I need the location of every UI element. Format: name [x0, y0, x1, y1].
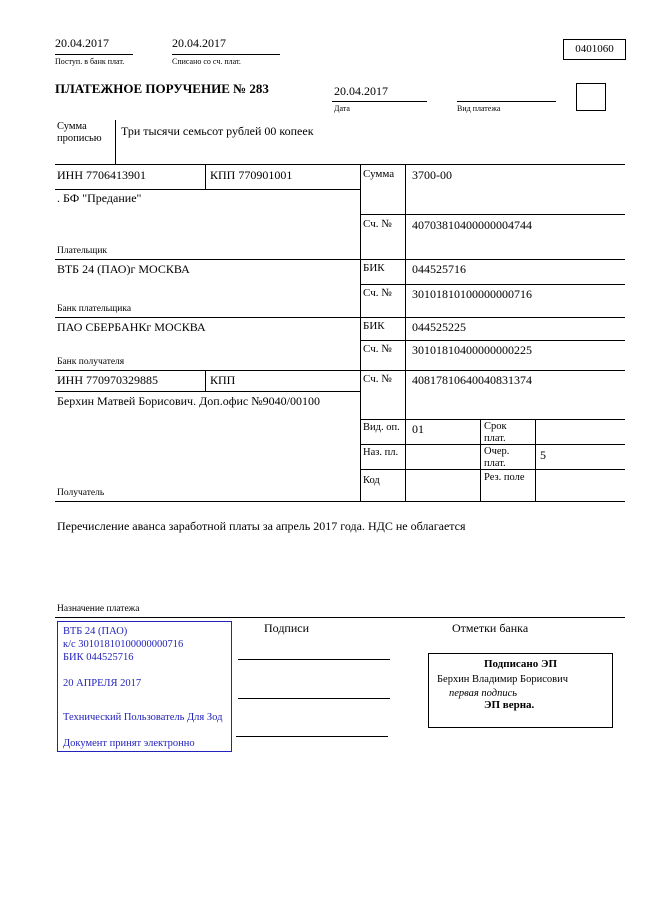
- table-line: [55, 164, 625, 165]
- table-line: [55, 617, 625, 618]
- code-label: Код: [363, 475, 380, 486]
- cell-border: [480, 419, 481, 501]
- purpose-code-label: Наз. пл.: [363, 447, 399, 458]
- debited-label: Списано со сч. плат.: [172, 57, 241, 66]
- cell-border: [360, 164, 361, 501]
- payee-inn: ИНН 770970329885: [57, 373, 158, 387]
- cell-border: [205, 164, 206, 189]
- table-line: [360, 340, 625, 341]
- priority-value: 5: [540, 448, 546, 462]
- payee-bank-bik-label: БИК: [363, 320, 385, 332]
- signatures-header: Подписи: [264, 621, 310, 635]
- payee-bank-bik-value: 044525225: [412, 320, 466, 334]
- underline: [457, 101, 556, 102]
- payee-bank-account-label: Сч. №: [363, 343, 392, 355]
- term-label: Срок плат.: [484, 421, 507, 445]
- signature-line: [238, 698, 390, 699]
- amount-in-words-value: Три тысячи семьсот рублей 00 копеек: [121, 124, 314, 138]
- signature-stamp-signer: Берхин Владимир Борисович: [437, 674, 568, 685]
- cell-border: [115, 120, 116, 164]
- form-code: 0401060: [575, 43, 614, 55]
- signature-line: [238, 659, 390, 660]
- payer-bank-bik-label: БИК: [363, 262, 385, 274]
- reserve-label: Рез. поле: [484, 472, 525, 483]
- payer-account-value: 40703810400000004744: [412, 218, 532, 232]
- payee-kpp-label: КПП: [210, 373, 236, 387]
- stamp-bank-name: ВТБ 24 (ПАО): [63, 626, 128, 637]
- op-kind-value: 01: [412, 422, 424, 436]
- amount-value: 3700-00: [412, 168, 452, 182]
- payer-inn: ИНН 7706413901: [57, 168, 146, 182]
- bank-received-label: Поступ. в банк плат.: [55, 57, 125, 66]
- signature-line: [236, 736, 388, 737]
- cell-border: [205, 370, 206, 391]
- underline: [172, 54, 280, 55]
- payment-type-label: Вид платежа: [457, 104, 501, 113]
- payer-section-label: Плательщик: [57, 246, 108, 256]
- stamp-corr-account: к/с 30101810100000000716: [63, 639, 184, 650]
- payee-section-label: Получатель: [57, 488, 105, 498]
- bank-received-date: 20.04.2017: [55, 36, 109, 50]
- purpose-section-label: Назначение платежа: [57, 604, 140, 614]
- table-line: [360, 419, 625, 420]
- payer-bank-account-value: 30101810100000000716: [412, 287, 532, 301]
- bank-marks-header: Отметки банка: [452, 621, 529, 635]
- table-line: [55, 370, 625, 371]
- payee-bank-section-label: Банк получателя: [57, 357, 125, 367]
- signature-stamp-title: Подписано ЭП: [483, 658, 558, 670]
- payer-bank-account-label: Сч. №: [363, 287, 392, 299]
- document-date: 20.04.2017: [334, 84, 388, 98]
- payer-name: . БФ "Предание": [57, 191, 142, 205]
- stamp-operator: Технический Пользователь Для Зод: [63, 712, 223, 723]
- payee-account-value: 40817810640040831374: [412, 373, 532, 387]
- table-line: [55, 259, 625, 260]
- stamp-bik: БИК 044525716: [63, 652, 134, 663]
- table-line: [360, 214, 625, 215]
- underline: [332, 101, 427, 102]
- amount-label: Сумма: [363, 168, 395, 180]
- payer-bank-bik-value: 044525716: [412, 262, 466, 276]
- signature-stamp-validity: ЭП верна.: [484, 699, 535, 711]
- payment-type-box: [576, 83, 606, 111]
- stamp-date: 20 АПРЕЛЯ 2017: [63, 678, 142, 689]
- signature-stamp-kind: первая подпись: [449, 688, 518, 699]
- table-line: [55, 189, 360, 190]
- payee-bank-name: ПАО СБЕРБАНКг МОСКВА: [57, 320, 206, 334]
- table-line: [55, 317, 625, 318]
- payer-bank-section-label: Банк плательщика: [57, 304, 132, 314]
- underline: [55, 54, 133, 55]
- debited-date: 20.04.2017: [172, 36, 226, 50]
- amount-in-words-label: Сумма прописью: [57, 121, 102, 145]
- op-kind-label: Вид. оп.: [363, 422, 400, 433]
- table-line: [360, 284, 625, 285]
- payee-account-label: Сч. №: [363, 373, 392, 385]
- table-line: [55, 501, 625, 502]
- purpose-text: Перечисление аванса заработной платы за апрель 2017 года. НДС не облагается: [57, 519, 466, 533]
- document-title: ПЛАТЕЖНОЕ ПОРУЧЕНИЕ № 283: [55, 81, 269, 96]
- cell-border: [535, 419, 536, 501]
- payee-name: Берхин Матвей Борисович. Доп.офис №9040/00100: [57, 394, 321, 408]
- priority-label: Очер. плат.: [484, 446, 510, 470]
- table-line: [55, 391, 360, 392]
- form-code-box: [563, 39, 626, 60]
- payee-bank-account-value: 30101810400000000225: [412, 343, 532, 357]
- date-label: Дата: [334, 104, 350, 113]
- payer-kpp: КПП 770901001: [210, 168, 293, 182]
- stamp-accepted-note: Документ принят электронно: [63, 738, 195, 749]
- payer-bank-name: ВТБ 24 (ПАО)г МОСКВА: [57, 262, 190, 276]
- cell-border: [405, 164, 406, 501]
- payer-account-label: Сч. №: [363, 218, 392, 230]
